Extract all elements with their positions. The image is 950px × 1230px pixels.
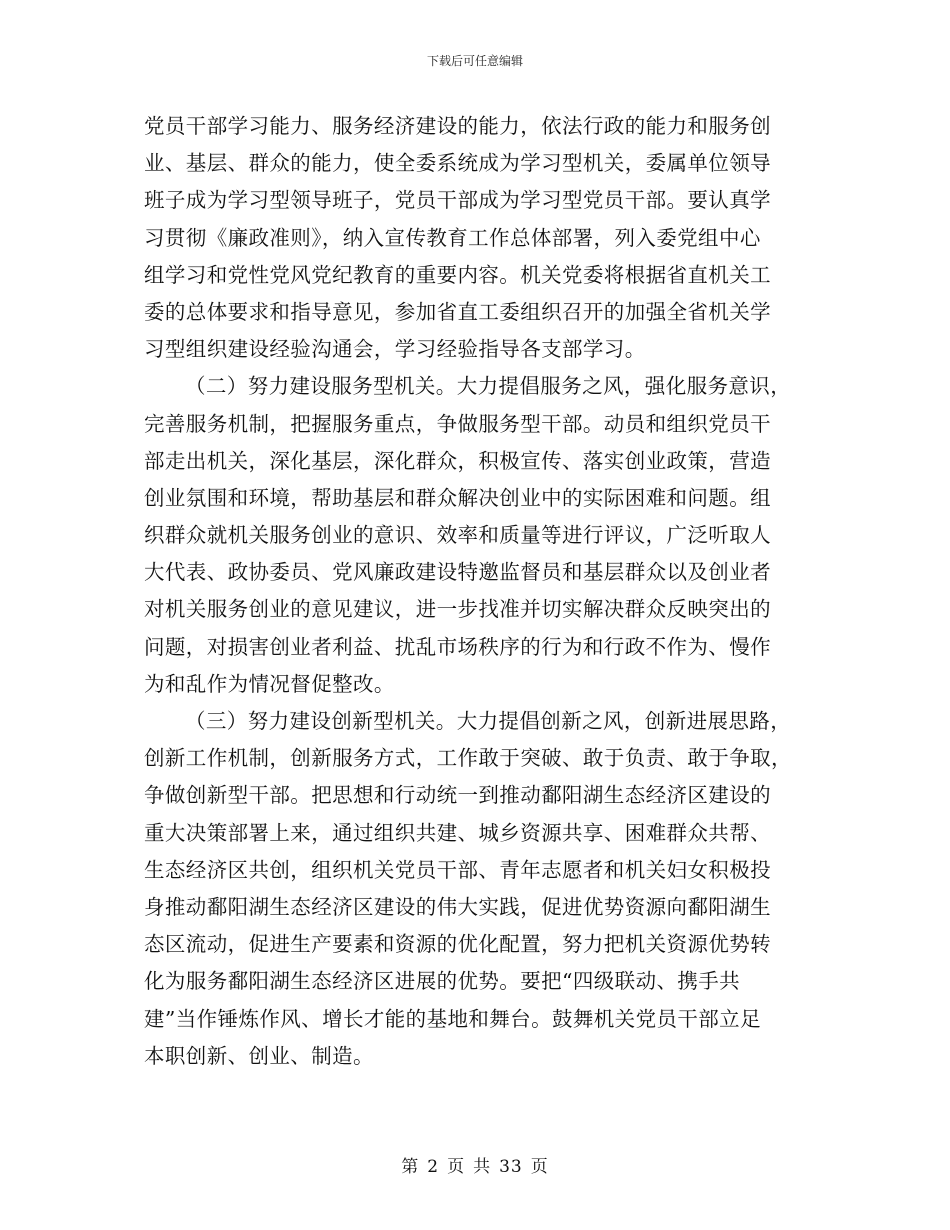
text-line: 组学习和党性党风党纪教育的重要内容。机关党委将根据省直机关工 bbox=[144, 262, 771, 287]
text-line: 业、基层、群众的能力，使全委系统成为学习型机关，委属单位领导 bbox=[144, 151, 771, 176]
text-line: 重大决策部署上来，通过组织共建、城乡资源共享、困难群众共帮、 bbox=[144, 820, 771, 845]
text-line: 部走出机关，深化基层，深化群众，积极宣传、落实创业政策，营造 bbox=[144, 448, 771, 473]
text-line: 态区流动，促进生产要素和资源的优化配置，努力把机关资源优势转 bbox=[144, 932, 771, 957]
text-line: 本职创新、创业、制造。 bbox=[144, 1043, 374, 1068]
text-line: （三）努力建设创新型机关。大力提倡创新之风，创新进展思路， bbox=[185, 709, 792, 733]
text-line: 对机关服务创业的意见建议，进一步找准并切实解决群众反映突出的 bbox=[144, 597, 771, 622]
text-line: 问题，对损害创业者利益、扰乱市场秩序的行为和行政不作为、慢作 bbox=[144, 634, 771, 659]
text-line: 大代表、政协委员、党风廉政建设特邀监督员和基层群众以及创业者 bbox=[144, 560, 771, 585]
text-line: 创新工作机制，创新服务方式，工作敢于突破、敢于负责、敢于争取， bbox=[144, 746, 792, 771]
text-line: 化为服务鄱阳湖生态经济区进展的优势。要把“四级联动、携手共 bbox=[144, 969, 741, 994]
paragraph-1 bbox=[144, 108, 808, 368]
paragraph-2 bbox=[144, 368, 808, 703]
text-line: 争做创新型干部。把思想和行动统一到推动鄱阳湖生态经济区建设的 bbox=[144, 783, 771, 808]
footer-label-of: 页 bbox=[447, 1157, 466, 1177]
page-number-footer bbox=[0, 1152, 950, 1177]
text-line: 党员干部学习能力、服务经济建设的能力，依法行政的能力和服务创 bbox=[144, 114, 771, 138]
text-line: 习贯彻《廉政准则》，纳入宣传教育工作总体部署，列入委党组中心 bbox=[144, 225, 761, 250]
text-line: 生态经济区共创，组织机关党员干部、青年志愿者和机关妇女积极投 bbox=[144, 857, 771, 882]
current-page-number: 2 bbox=[427, 1157, 440, 1177]
document-body bbox=[144, 108, 808, 1075]
paragraph-3 bbox=[144, 703, 808, 1075]
text-line: 身推动鄱阳湖生态经济区建设的伟大实践，促进优势资源向鄱阳湖生 bbox=[144, 894, 771, 919]
footer-label-page: 第 bbox=[401, 1157, 420, 1177]
text-line: 创业氛围和环境，帮助基层和群众解决创业中的实际困难和问题。组 bbox=[144, 485, 771, 510]
text-line: 委的总体要求和指导意见，参加省直工委组织召开的加强全省机关学 bbox=[144, 299, 771, 324]
text-line: 完善服务机制，把握服务重点，争做服务型干部。动员和组织党员干 bbox=[144, 411, 771, 436]
text-line: 织群众就机关服务创业的意识、效率和质量等进行评议，广泛听取人 bbox=[144, 523, 771, 548]
text-line: 为和乱作为情况督促整改。 bbox=[144, 671, 395, 696]
footer-label-total: 共 bbox=[473, 1157, 492, 1177]
total-page-count: 33 bbox=[499, 1157, 523, 1177]
text-line: 班子成为学习型领导班子，党员干部成为学习型党员干部。要认真学 bbox=[144, 188, 771, 213]
header-note: 下载后可任意编辑 bbox=[426, 54, 523, 68]
footer-label-pages: 页 bbox=[530, 1157, 549, 1177]
text-line: 建”当作锤炼作风、增长才能的基地和舞台。鼓舞机关党员干部立足 bbox=[144, 1006, 761, 1031]
text-line: （二）努力建设服务型机关。大力提倡服务之风，强化服务意识， bbox=[185, 374, 792, 399]
text-line: 习型组织建设经验沟通会，学习经验指导各支部学习。 bbox=[144, 337, 646, 362]
